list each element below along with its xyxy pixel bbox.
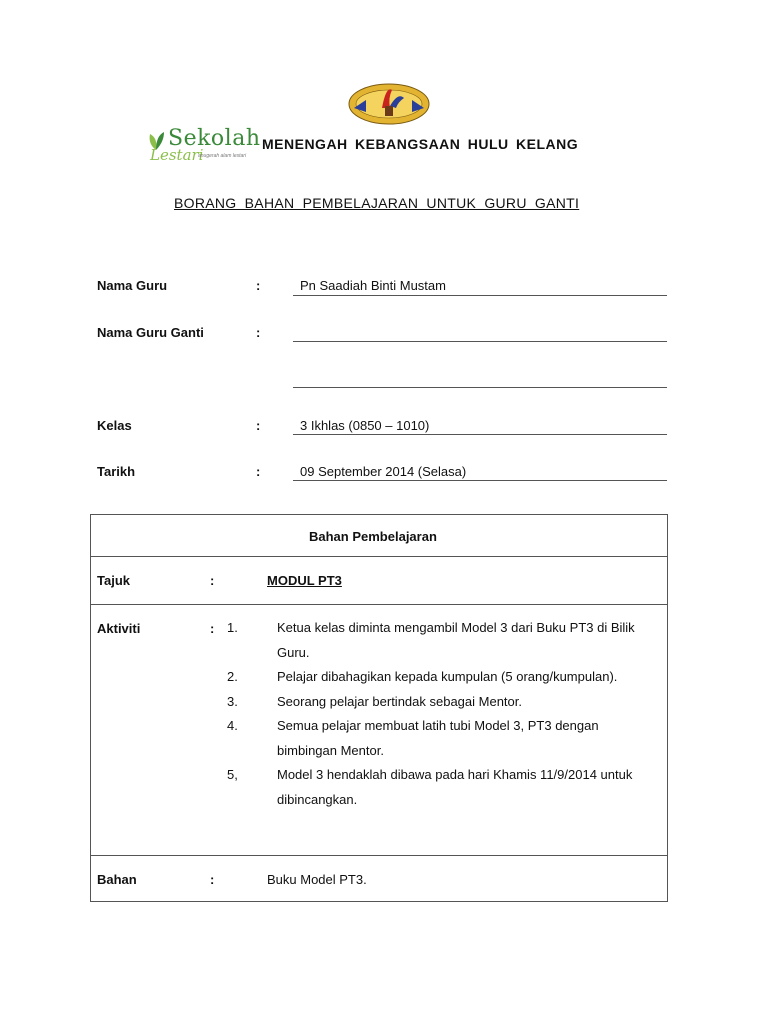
sekolah-lestari-logo <box>144 126 264 166</box>
school-name: MENENGAH KEBANGSAAN HULU KELANG <box>262 136 579 152</box>
field-label-nama-guru: Nama Guru <box>97 278 168 293</box>
tajuk-value: MODUL PT3 <box>267 573 342 588</box>
bahan-value: Buku Model PT3. <box>267 872 367 887</box>
list-item <box>227 665 667 690</box>
logo-word-lestari: Lestari <box>150 146 204 164</box>
aktiviti-row <box>91 605 668 856</box>
field-label-kelas: Kelas <box>97 418 132 433</box>
list-item-number: 5, <box>227 767 238 782</box>
table-heading-row <box>91 515 668 557</box>
list-item-number: 4. <box>227 718 238 733</box>
list-item-text: Semua pelajar membuat latih tubi Model 3, PT3 dengan bimbingan Mentor. <box>277 718 599 758</box>
field-value-kelas: 3 Ikhlas (0850 – 1010) <box>300 418 430 433</box>
field-value-tarikh: 09 September 2014 (Selasa) <box>300 464 467 479</box>
field-colon: : <box>256 278 261 293</box>
aktiviti-label: Aktiviti <box>97 621 141 636</box>
field-colon: : <box>256 325 261 340</box>
tajuk-row <box>91 557 668 605</box>
field-label-tarikh: Tarikh <box>97 464 136 479</box>
list-item-text: Pelajar dibahagikan kepada kumpulan (5 orang/kumpulan). <box>277 669 618 684</box>
field-underline <box>293 434 667 435</box>
school-crest-logo <box>346 78 432 128</box>
field-underline-extra <box>293 387 667 388</box>
list-item-text: Model 3 hendaklah dibawa pada hari Khamis 11/9/2014 untuk dibincangkan. <box>277 767 633 807</box>
list-item-text: Ketua kelas diminta mengambil Model 3 dari Buku PT3 di Bilik Guru. <box>277 620 635 660</box>
form-title: BORANG BAHAN PEMBELAJARAN UNTUK GURU GANTI <box>174 195 580 211</box>
field-label-nama-guru-ganti: Nama Guru Ganti <box>97 325 204 340</box>
list-item <box>227 714 667 763</box>
field-value-nama-guru: Pn Saadiah Binti Mustam <box>300 278 446 293</box>
list-item <box>227 763 667 812</box>
list-item-number: 1. <box>227 620 238 635</box>
field-underline <box>293 295 667 296</box>
bahan-pembelajaran-table <box>90 514 668 902</box>
field-colon: : <box>256 464 261 479</box>
table-heading: Bahan Pembelajaran <box>309 529 437 544</box>
list-item <box>227 616 667 665</box>
logo-tagline: anugerah alam lestari <box>198 153 247 159</box>
tajuk-colon: : <box>210 573 215 588</box>
bahan-colon: : <box>210 872 215 887</box>
field-colon: : <box>256 418 261 433</box>
list-item-number: 2. <box>227 669 238 684</box>
tajuk-label: Tajuk <box>97 573 130 588</box>
logo-word-sekolah: Sekolah <box>168 126 261 151</box>
field-underline <box>293 480 667 481</box>
list-item <box>227 690 667 715</box>
aktiviti-list <box>227 616 667 812</box>
aktiviti-colon: : <box>210 621 215 636</box>
field-underline <box>293 341 667 342</box>
list-item-text: Seorang pelajar bertindak sebagai Mentor. <box>277 693 522 709</box>
bahan-label: Bahan <box>97 872 137 887</box>
bahan-row <box>91 856 668 902</box>
list-item-number: 3. <box>227 693 238 709</box>
